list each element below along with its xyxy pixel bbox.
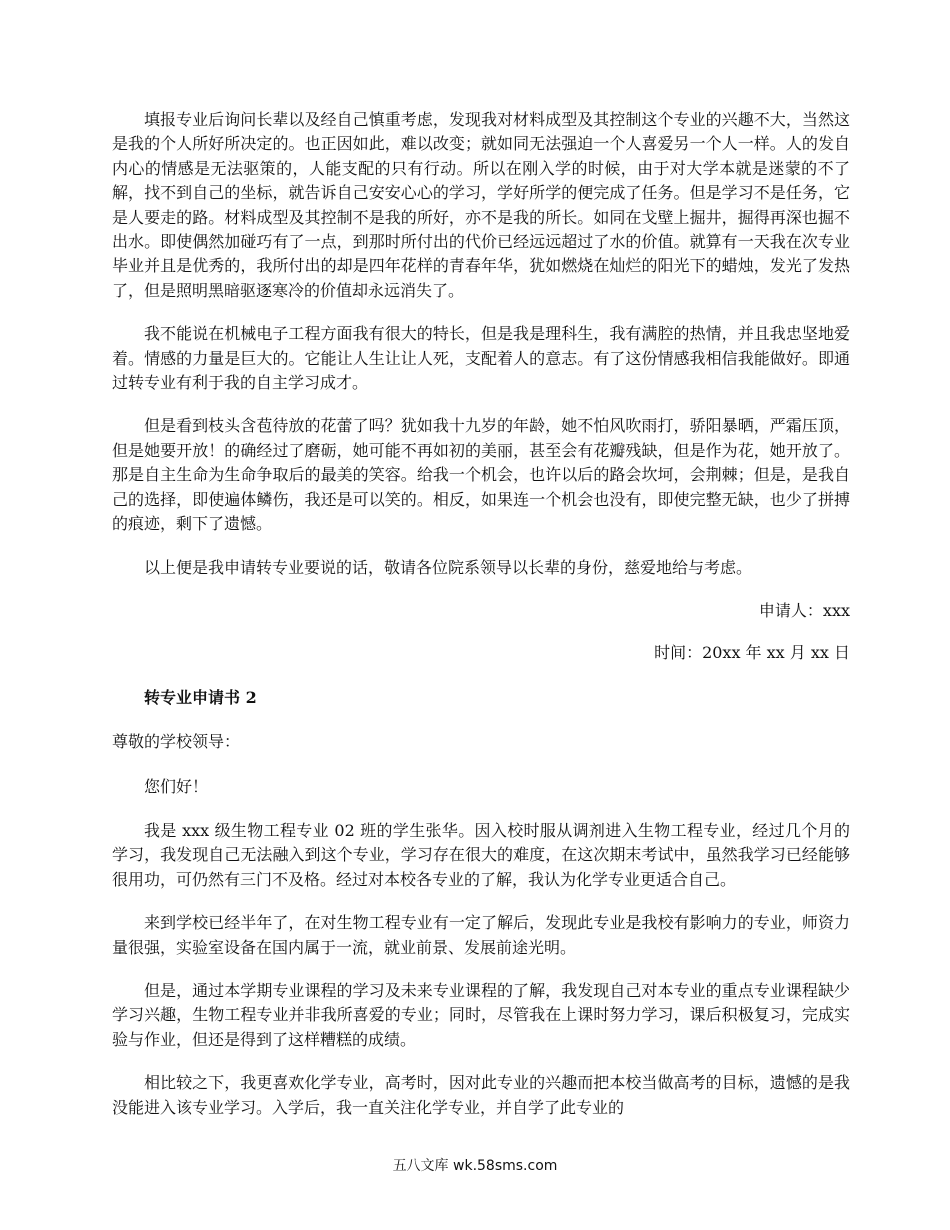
applicant-signature: 申请人：xxx xyxy=(758,600,850,620)
section-heading: 转专业申请书 2 xyxy=(144,687,257,707)
paragraph: 但是，通过本学期专业课程的学习及未来专业课程的了解，我发现自己对本专业的重点专业课程缺少学习兴趣，生物工程专业并非我所喜爱的专业；同时，尽管我在上课时努力学习，课后积极复习，完成实验与作业，但还是得到了这样糟糕的成绩。 xyxy=(112,980,850,1049)
document-body xyxy=(112,108,850,1139)
greeting: 您们好！ xyxy=(144,776,209,796)
paragraph: 相比较之下，我更喜欢化学专业，高考时，因对此专业的兴趣而把本校当做高考的目标，遗憾的是我没能进入该专业学习。入学后，我一直关注化学专业，并自学了此专业的 xyxy=(112,1073,850,1117)
paragraph: 填报专业后询问长辈以及经自己慎重考虑，发现我对材料成型及其控制这个专业的兴趣不大，当然这是我的个人所好所决定的。也正因如此，难以改变；就如同无法强迫一个人喜爱另一个人一样。人的发自内心的情感是无法驱策的，人能支配的只有行动。所以在刚入学的时候，由于对大学本就是迷蒙的不了解，找不到自己的坐标，就告诉自己安安心心的学习，学好所学的便完成了任务。但是学习不是任务，它是人要走的路。材料成型及其控制不是我的所好，亦不是我的所长。如同在戈壁上掘井，掘得再深也掘不出水。即使偶然加碰巧有了一点，到那时所付出的代价已经远远超过了水的价值。就算有一天我在次专业毕业并且是优秀的，我所付出的却是四年花样的青春年华，犹如燃烧在灿烂的阳光下的蜡烛，发光了发热了，但是照明黑暗驱逐寒冷的价值却永远消失了。 xyxy=(112,110,850,300)
paragraph: 我不能说在机械电子工程方面我有很大的特长，但是我是理科生，我有满腔的热情，并且我忠坚地爱着。情感的力量是巨大的。它能让人生让让人死，支配着人的意志。有了这份情感我相信我能做好。即通过转专业有利于我的自主学习成才。 xyxy=(112,324,850,393)
paragraph: 来到学校已经半年了，在对生物工程专业有一定了解后，发现此专业是我校有影响力的专业，师资力量很强，实验室设备在国内属于一流，就业前景、发展前途光明。 xyxy=(112,913,850,957)
paragraph: 以上便是我申请转专业要说的话，敬请各位院系领导以长辈的身份，慈爱地给与考虑。 xyxy=(144,557,753,577)
salutation: 尊敬的学校领导： xyxy=(112,732,241,752)
application-date: 时间：20xx 年 xx 月 xx 日 xyxy=(654,643,850,663)
paragraph: 我是 xxx 级生物工程专业 02 班的学生张华。因入校时服从调剂进入生物工程专业，经过几个月的学习，我发现自己无法融入到这个专业，学习存在很大的难度，在这次期末考试中，虽然我学习已经能够很用功，可仍然有三门不及格。经过对本校各专业的了解，我认为化学专业更适合自己。 xyxy=(112,820,850,889)
footer-watermark: 五八文库 wk.58sms.com xyxy=(392,1158,558,1174)
paragraph: 但是看到枝头含苞待放的花蕾了吗？犹如我十九岁的年龄，她不怕风吹雨打，骄阳暴晒，严霜压顶，但是她要开放！的确经过了磨砺，她可能不再如初的美丽，甚至会有花瓣残缺，但是作为花，她开放了。那是自主生命为生命争取后的最美的笑容。给我一个机会，也许以后的路会坎坷，会荆棘；但是，是我自己的选择，即使遍体鳞伤，我还是可以笑的。相反，如果连一个机会也没有，即使完整无缺，也少了拼搏的痕迹，剩下了遗憾。 xyxy=(112,416,850,534)
